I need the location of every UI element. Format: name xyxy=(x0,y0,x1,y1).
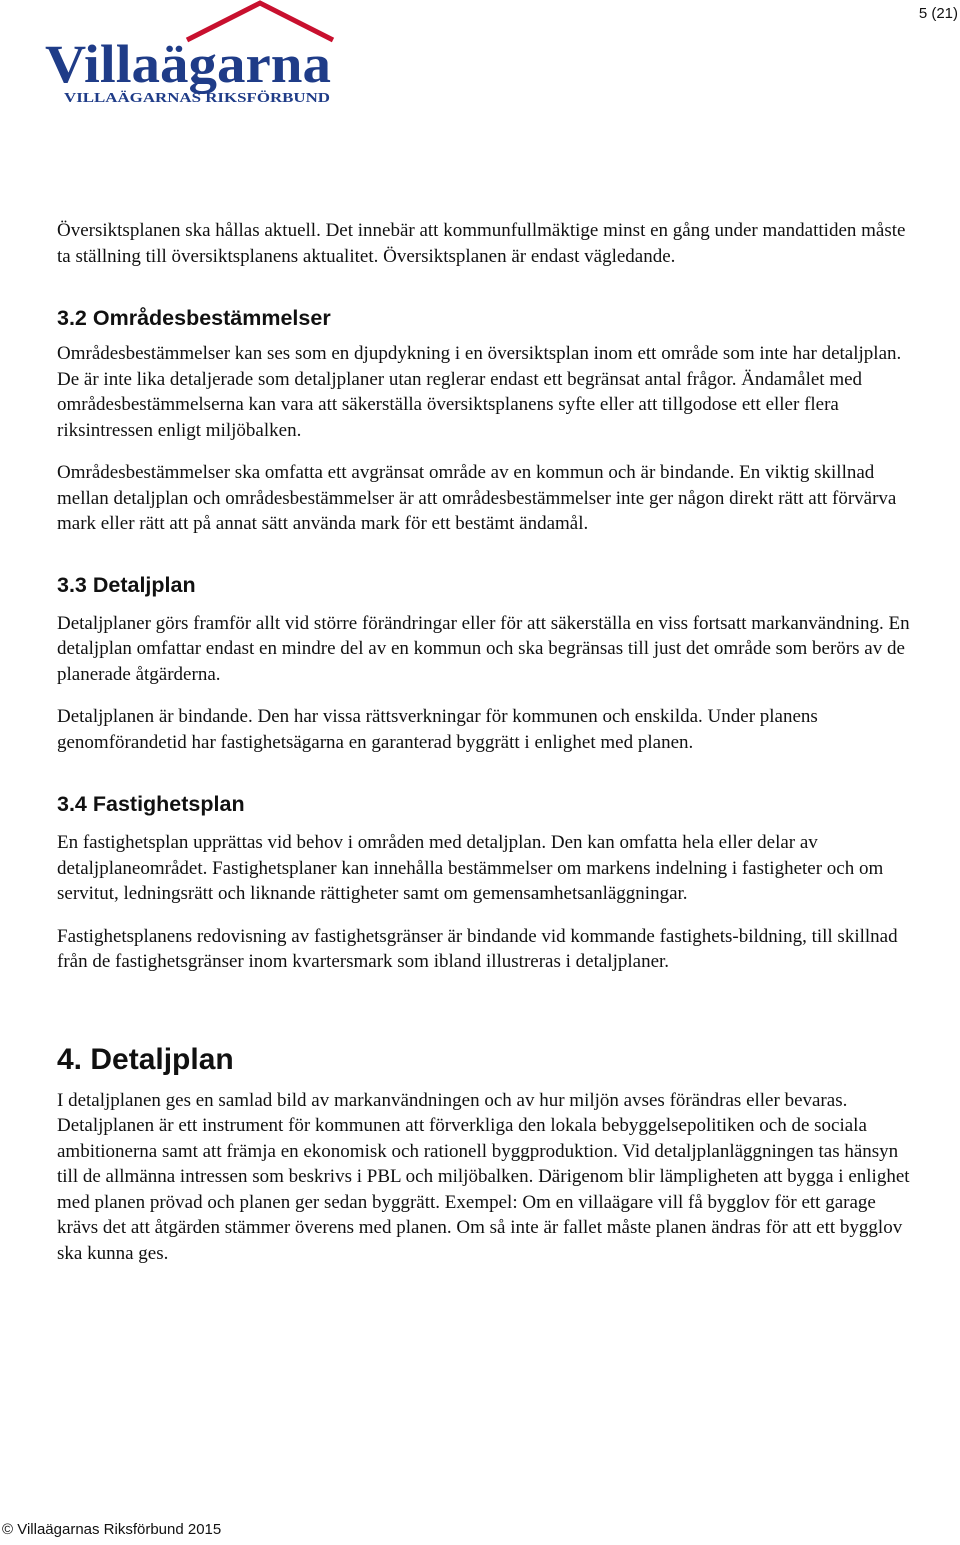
intro-paragraph: Översiktsplanen ska hållas aktuell. Det innebär att kommunfullmäktige minst en gång under mandattiden måste ta ställning till översiktsplanens aktualitet. Översiktsplanen är endast vägledande. xyxy=(57,220,906,267)
villaagarna-logo xyxy=(44,0,336,110)
page-number: 5 (21) xyxy=(918,5,958,22)
section-heading-3-3: 3.3 Detaljplan xyxy=(57,572,196,597)
logo-name: Villaägarna xyxy=(45,34,331,94)
document-body xyxy=(57,218,917,1266)
section-3-3-paragraph-1: Detaljplaner görs framför allt vid större förändringar eller för att säkerställa en viss fortsatt markanvändning. En detaljplan omfattar endast en mindre del av en kommun och ska begränsas till just det område som berörs av de planerade åtgärderna. xyxy=(57,612,910,685)
section-heading-4: 4. Detaljplan xyxy=(57,1042,234,1076)
section-4-paragraph-1: I detaljplanen ges en samlad bild av markanvändningen och av hur miljön avses förändras eller bevaras. Detaljplanen är ett instrument för kommunen att förverkliga den lokala bebyggelsepolitiken och de sociala ambitionerna samt att främja en ekonomisk och rationell byggproduktion. Vid detaljplanläggningen tas hänsyn till de allmänna intressen som beskrivs i PBL och miljöbalken. Därigenom blir lämpligheten att bygga i enlighet med planen prövad och planen ger sedan byggrätt. Exempel: Om en villaägare vill få bygglov för ett garage krävs det att åtgärden stämmer överens med planen. Om så inte är fallet måste planen ändras för att ett bygglov ska kunna ges. xyxy=(57,1089,910,1264)
section-heading-3-4: 3.4 Fastighetsplan xyxy=(57,792,245,816)
section-3-4-paragraph-1: En fastighetsplan upprättas vid behov i områden med detaljplan. Den kan omfatta hela eller delar av detaljplaneområdet. Fastighetsplaner kan innehålla bestämmelser om markens indelning i fastigheter och om servitut, ledningsrätt och liknande rättigheter samt om gemensamhetsanläggningar. xyxy=(57,832,884,904)
section-3-3-paragraph-2: Detaljplanen är bindande. Den har vissa rättsverkningar för kommunen och enskilda. Under planens genomförandetid har fastighetsägarna en garanterad byggrätt i enlighet med planen. xyxy=(57,706,818,753)
footer-copyright: © Villaägarnas Riksförbund 2015 xyxy=(2,1521,222,1538)
logo-subtitle: VILLAÄGARNAS RIKSFÖRBUND xyxy=(64,91,285,106)
section-heading-3-2: 3.2 Områdesbestämmelser xyxy=(57,306,331,330)
section-3-2-paragraph-1: Områdesbestämmelser kan ses som en djupdykning i en översiktsplan inom ett område som inte har detaljplan. De är inte lika detaljerade som detaljplaner utan reglerar endast ett begränsat antal frågor. Ändamålet med områdesbestämmelserna kan vara att säkerställa översiktsplanens syfte eller att tillgodose ett eller flera riksintressen enligt miljöbalken. xyxy=(57,343,902,441)
section-3-4-paragraph-2: Fastighetsplanens redovisning av fastighetsgränser är bindande vid kommande fastighets-bildning, till skillnad från de fastighetsgränser inom kvartersmark som ibland illustreras i detaljplaner. xyxy=(57,925,898,972)
section-3-2-paragraph-2: Områdesbestämmelser ska omfatta ett avgränsat område av en kommun och är bindande. En viktig skillnad mellan detaljplan och områdesbestämmelser är att områdesbestämmelser inte ger någon direkt rätt att förvärva mark eller rätt att på annat sätt använda mark för ett bestämt ändamål. xyxy=(57,462,897,534)
